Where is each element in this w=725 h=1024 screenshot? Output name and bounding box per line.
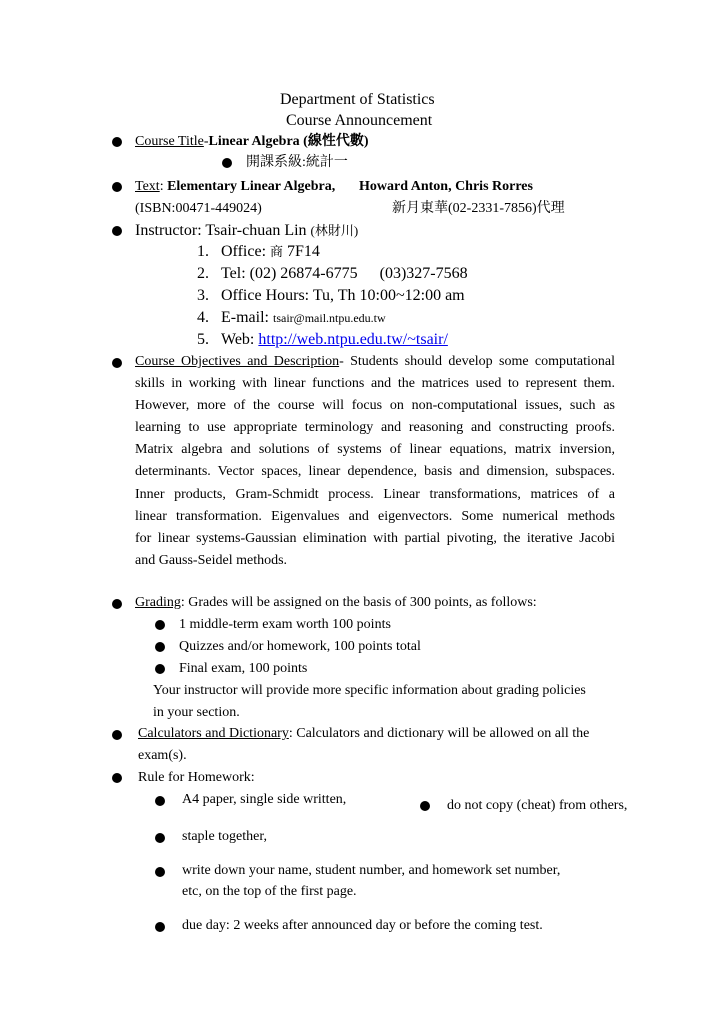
office-hours: Office Hours: Tu, Th 10:00~12:00 am: [221, 287, 465, 304]
objectives-line: for linear systems-Gaussian elimination with partial pivoting, the iterative Jacobi: [135, 530, 615, 546]
email-address[interactable]: tsair@mail.ntpu.edu.tw: [272, 311, 386, 325]
instructor-item-web: [197, 330, 448, 350]
office-label: Office:: [221, 243, 267, 260]
objectives-paragraph: [135, 351, 615, 572]
bullet-icon: [112, 182, 122, 192]
office-room: 7F14: [287, 243, 320, 260]
item-number: 2.: [197, 265, 209, 282]
calculators-text-cont: exam(s).: [138, 748, 187, 763]
course-title-label: Course Title: [135, 134, 204, 149]
instructor-item-hours: [197, 286, 465, 306]
homework-item: due day: 2 weeks after announced day or before the coming test.: [182, 918, 543, 933]
bullet-icon: [155, 833, 165, 843]
objectives-line: Inner products, Gram-Schmidt process. Linear transformations, matrices of a: [135, 486, 615, 502]
homework-item: A4 paper, single side written,: [182, 792, 347, 807]
grading-item: 1 middle-term exam worth 100 points: [179, 617, 391, 632]
text-authors: [359, 177, 533, 197]
tel-secondary: (03)327-7568: [379, 265, 468, 282]
bullet-icon: [155, 642, 165, 652]
bullet-icon: [155, 867, 165, 877]
grading-note: Your instructor will provide more specific information about grading policies: [153, 683, 586, 698]
bullet-icon: [112, 599, 122, 609]
text-label: Text: [135, 179, 160, 194]
item-number: 1.: [197, 243, 209, 260]
item-number: 4.: [197, 309, 209, 326]
course-title-value: Linear Algebra (線性代數): [208, 134, 369, 149]
calculators-text: : Calculators and dictionary will be allowed on all the: [288, 726, 590, 741]
objectives-label: Course Objectives and Description: [135, 354, 340, 369]
objectives-line: skills in working with linear functions and the matrices used to represent them.: [135, 376, 615, 392]
text-line: [135, 177, 335, 197]
course-level: 開課系級:統計一: [246, 155, 348, 170]
text-book: Elementary Linear Algebra,: [167, 179, 336, 194]
objectives-line: and Gauss-Seidel methods.: [135, 552, 288, 568]
instructor-item-office: [197, 242, 320, 262]
homework-item: staple together,: [182, 829, 267, 844]
web-label: Web:: [221, 331, 255, 348]
tel-primary: Tel: (02) 26874-6775: [221, 265, 358, 282]
objectives-line: - Students should develop some computational: [339, 354, 615, 369]
course-title-line: [135, 132, 369, 152]
objectives-line: Matrix algebra and solutions of systems of linear equations, matrix inversion,: [135, 442, 615, 458]
homework-item: write down your name, student number, and homework set number,: [182, 863, 561, 878]
bullet-icon: [155, 796, 165, 806]
instructor-line: [135, 221, 358, 241]
text-isbn: (ISBN:00471-449024): [135, 201, 262, 216]
email-label: E-mail:: [221, 309, 269, 326]
grading-intro: : Grades will be assigned on the basis of 300 points, as follows:: [180, 595, 537, 610]
instructor-name: Instructor: Tsair-chuan Lin: [135, 222, 307, 239]
bullet-icon: [155, 922, 165, 932]
item-number: 5.: [197, 331, 209, 348]
bullet-icon: [155, 664, 165, 674]
course-title-sep: -: [203, 134, 209, 149]
homework-label: Rule for Homework:: [138, 770, 255, 785]
bullet-icon: [112, 226, 122, 236]
objectives-line: However, more of the course will focus on non-computational issues, such as: [135, 398, 615, 414]
item-number: 3.: [197, 287, 209, 304]
bullet-icon: [112, 773, 122, 783]
instructor-chinese-name: (林財川): [310, 223, 359, 238]
bullet-icon: [112, 137, 122, 147]
bullet-icon: [155, 620, 165, 630]
bullet-icon: [222, 158, 232, 168]
instructor-item-email: [197, 308, 386, 328]
web-link[interactable]: http://web.ntpu.edu.tw/~tsair/: [258, 331, 448, 348]
office-building: 商: [270, 244, 284, 259]
instructor-item-tel: [197, 264, 468, 284]
objectives-line: linear transformation. Eigenvalues and eigenvectors. Some numerical methods: [135, 508, 615, 524]
objectives-line: determinants. Vector spaces, linear dependence, basis and dimension, subspaces.: [135, 464, 615, 480]
text-sep: :: [159, 179, 168, 194]
bullet-icon: [112, 730, 122, 740]
calculators-label: Calculators and Dictionary: [138, 726, 289, 741]
text-agent: 新月東華(02-2331-7856)代理: [392, 201, 565, 216]
grading-note: in your section.: [153, 705, 240, 720]
grading-line: [135, 593, 537, 613]
grading-item: Quizzes and/or homework, 100 points total: [179, 639, 421, 654]
text-authors-value: Howard Anton, Chris Rorres: [359, 179, 533, 194]
homework-item: do not copy (cheat) from others,: [447, 798, 628, 813]
calculators-line: [138, 724, 589, 744]
bullet-icon: [112, 358, 122, 368]
announcement-title: Course Announcement: [286, 112, 433, 129]
homework-item-cont: etc, on the top of the first page.: [182, 884, 357, 899]
objectives-line: learning to use appropriate terminology and reasoning and constructing proofs.: [135, 420, 615, 436]
bullet-icon: [420, 801, 430, 811]
department-title: Department of Statistics: [280, 91, 435, 108]
grading-item: Final exam, 100 points: [179, 661, 308, 676]
grading-label: Grading: [135, 595, 181, 610]
